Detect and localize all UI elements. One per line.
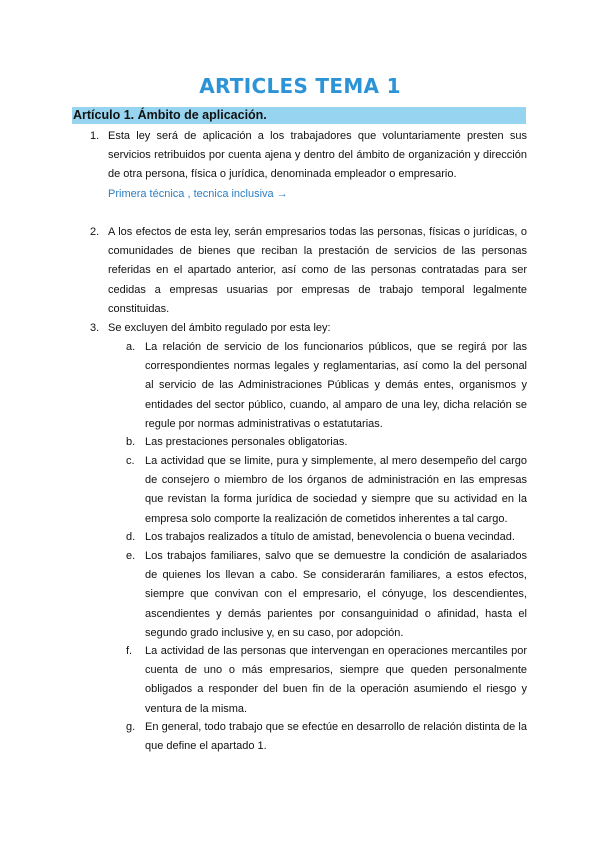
subitem-letter: c. bbox=[126, 455, 135, 467]
list-item bbox=[108, 223, 527, 319]
subitem-text: En general, todo trabajo que se efectúe en desarrollo de relación distinta de la que define el apartado 1. bbox=[145, 721, 527, 753]
subitem-text: La relación de servicio de los funcionarios públicos, que se regirá por las correspondientes normas legales y reglamentarias, así como la del personal al servicio de las Administraciones Públicas y demás entes, organismos y entidades del sector público, cuando, al amparo de una ley, dicha relación se regule por normas administrativas o estatutarias. bbox=[145, 341, 527, 430]
document-title: ARTICLES TEMA 1 bbox=[199, 74, 401, 98]
subitem-text: La actividad de las personas que intervengan en operaciones mercantiles por cuenta de uno o más empresarios, siempre que queden personalmente obligados a responder del buen fin de la operación asumiendo el riesgo y ventura de la misma. bbox=[145, 645, 527, 715]
subitem-letter: b. bbox=[126, 436, 136, 448]
item-number: 2. bbox=[90, 226, 100, 238]
item-text: Esta ley será de aplicación a los trabajadores que voluntariamente presten sus servicios retribuidos por cuenta ajena y dentro del ámbito de organización y dirección de otra persona, física o jurídica, denominada empleador o empresario. bbox=[108, 130, 527, 181]
subitem-letter: g. bbox=[126, 721, 136, 733]
item-text: A los efectos de esta ley, serán empresarios todas las personas, físicas o jurídicas, o comunidades de bienes que reciban la prestación de servicios de las personas referidas en el apartado anterior, así como de las personas contratadas para ser cedidas a empresas usuarias por empresas de trabajo temporal legalmente constituidas. bbox=[108, 226, 527, 315]
subitem-text: Las prestaciones personales obligatorias. bbox=[145, 436, 348, 448]
subitem-text: Los trabajos realizados a título de amistad, benevolencia o buena vecindad. bbox=[145, 531, 515, 543]
item-text: Se excluyen del ámbito regulado por esta ley: bbox=[108, 322, 331, 334]
list-item bbox=[145, 452, 527, 529]
item-note: Primera técnica , tecnica inclusiva → bbox=[108, 187, 288, 200]
list-item bbox=[145, 642, 527, 719]
subitem-letter: d. bbox=[126, 531, 136, 543]
subitem-letter: e. bbox=[126, 550, 136, 562]
subitem-letter: f. bbox=[126, 645, 133, 657]
subitem-text: Los trabajos familiares, salvo que se demuestre la condición de asalariados de quienes los llevan a cabo. Se considerarán familiares, a estos efectos, siempre que convivan con el empresario, el cónyuge, los descendientes, ascendientes y demás parientes por consanguinidad o afinidad, hasta el segundo grado inclusive y, en su caso, por adopción. bbox=[145, 550, 527, 639]
list-item bbox=[145, 338, 527, 434]
article-heading: Artículo 1. Ámbito de aplicación. bbox=[72, 107, 526, 124]
subitem-letter: a. bbox=[126, 341, 136, 353]
list-item bbox=[108, 127, 527, 204]
list-item bbox=[145, 528, 527, 547]
subitem-text: La actividad que se limite, pura y simplemente, al mero desempeño del cargo de consejero o miembro de los órganos de administración en las empresas que revistan la forma jurídica de sociedad y siempre que su actividad en la empresa solo comporte la realización de cometidos inherentes a tal cargo. bbox=[145, 455, 527, 525]
item-number: 3. bbox=[90, 322, 100, 334]
list-item bbox=[108, 319, 527, 338]
item-number: 1. bbox=[90, 130, 100, 142]
list-item bbox=[145, 433, 527, 452]
list-item bbox=[145, 718, 527, 756]
list-item bbox=[145, 547, 527, 643]
